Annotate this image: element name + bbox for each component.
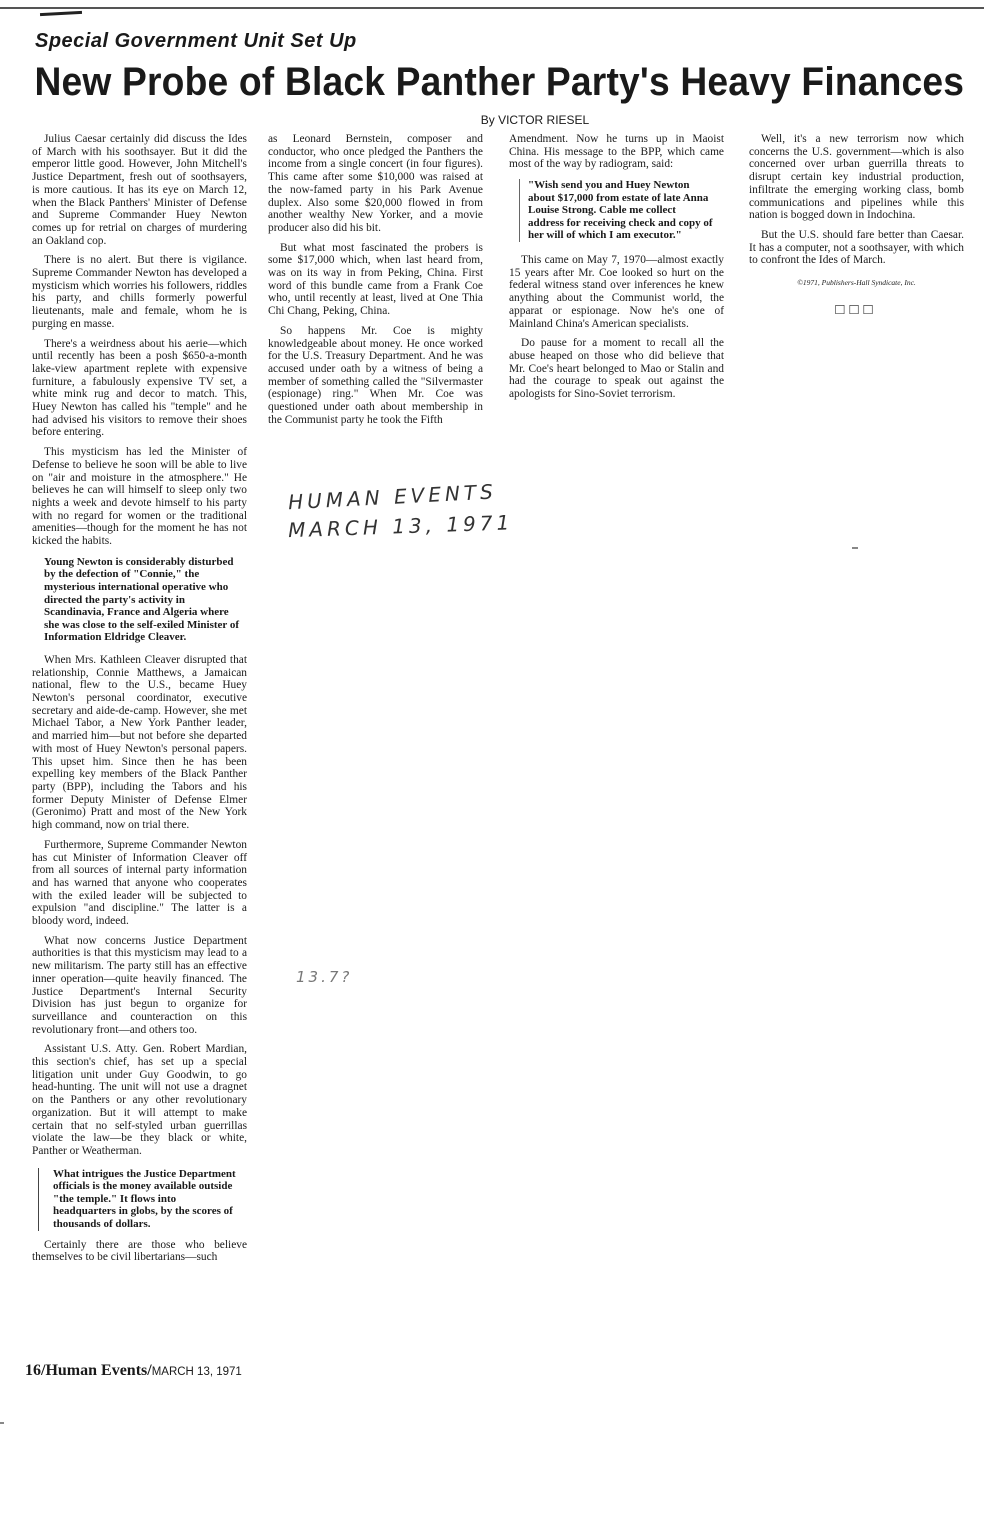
paragraph: Amendment. Now he turns up in Maoist China. His message to the BPP, which came most of the way by radiogram, said: [509, 133, 724, 171]
paragraph: This came on May 7, 1970—almost exactly 15 years after Mr. Coe looked so hurt on the federal witness stand over inferences he knew anything about the Communist world, the apparat or espionage. Now he's one of Mainland China's American specialists. [509, 254, 724, 330]
paragraph: as Leonard Bernstein, composer and conductor, who once pledged the Panthers the income from a single concert (in four figures). This came after some $10,000 was raised at the now-famed party in his Park Avenue duplex. Also some $20,000 flowed in from another wealthy New Yorker, and a movie producer also did his bit. [268, 133, 483, 234]
handwritten-date: MARCH 13, 1971 [287, 510, 514, 543]
paragraph: When Mrs. Kathleen Cleaver disrupted that relationship, Connie Matthews, a Jamaican national, flew to the U.S., became Huey Newton's personal coordinator, executive secretary and aide-de-camp. However, she met Michael Tabor, a New York Panther leader, and married him—but not before she departed with most of Huey Newton's personal papers. This upset him. Since then he has been expelling key members of the Black Panther party (BPP), including the Tabors and his former Deputy Minister of Defense Elmer (Geronimo) Pratt and most of the New York high command, now on trial there. [32, 653, 247, 832]
top-rule [0, 7, 984, 9]
scan-speck [852, 547, 858, 549]
byline: By VICTOR RIESEL [480, 113, 590, 127]
paragraph: So happens Mr. Coe is mighty knowledgeable about money. He once worked for the U.S. Treasury Department. And he was accused under oath by a witness of being a member of something called the "Silvermaster (espionage) ring." When Mr. Coe was questioned under oath about membership in the Communist party he took the Fifth [268, 324, 483, 426]
scan-speck [0, 1422, 4, 1424]
paragraph: But the U.S. should fare better than Caesar. It has a computer, not a soothsayer, with which to confront the Ides of March. [749, 228, 964, 267]
article-column-1 [32, 133, 247, 1271]
article-column-4 [749, 133, 964, 316]
pull-quote: Young Newton is considerably disturbed by the defection of "Connie," the mysterious international operative who directed the party's activity in Scandinavia, France and Algeria where she was close to the self-exiled Minister of Information Eldridge Cleaver. [44, 555, 240, 644]
kicker: Special Government Unit Set Up [35, 30, 357, 52]
handwritten-source: HUMAN EVENTS [287, 479, 498, 515]
page-footer [25, 1362, 345, 1380]
footer-publication: 16/Human Events/ [25, 1362, 152, 1379]
footer-date: MARCH 13, 1971 [151, 1366, 242, 1378]
paragraph: What now concerns Justice Department authorities is that this mysticism may lead to a new militarism. The party still has an effective inner operation—quite heavily financed. The Justice Department's Internal Security Division has just begun to organize for surveillance and counteraction on this revolutionary front—and others too. [32, 934, 247, 1036]
paragraph: Julius Caesar certainly did discuss the Ides of March with his soothsayer. But it did the emperor little good. However, John Mitchell's Justice Department, fresh out of soothsayers, is more cautious. It has its eye on March 12, when the Black Panthers' Minister of Defense and Supreme Commander Huey Newton comes up for retrial on charges of murdering an Oakland cop. [32, 133, 247, 247]
paragraph: This mysticism has led the Minister of Defense to believe he soon will be able to live on "air and moisture in the atmosphere." He believes he can will himself to sleep only two nights a week and devote himself to his party with no regard for women or the traditional amenities—though for the moment he has not kicked the habits. [32, 446, 247, 548]
paragraph: Certainly there are those who believe themselves to be civil libertarians—such [32, 1238, 247, 1264]
radiogram-quote: "Wish send you and Huey Newton about $17,000 from estate of late Anna Louise Strong. Cable me collect address for receiving check and copy of her will of which I am executor." [519, 179, 720, 242]
headline: New Probe of Black Panther Party's Heavy Finances [34, 60, 965, 104]
pen-mark [40, 11, 82, 16]
paragraph: Do pause for a moment to recall all the abuse heaped on those who did believe that Mr. Coe's heart belonged to Mao or Stalin and had the courage to speak out against the apologists for Sino-Soviet terrorism. [509, 337, 724, 401]
paragraph: Furthermore, Supreme Commander Newton has cut Minister of Information Cleaver off from all sources of internal party information and has warned that anyone who cooperates with the exiled leader will be subjected to expulsion "and discipline." The latter is a bloody word, indeed. [32, 838, 247, 928]
handwritten-stamp: 13.7? [296, 968, 353, 986]
copyright-notice: ©1971, Publishers-Hall Syndicate, Inc. [797, 278, 916, 288]
pull-quote-2: What intrigues the Justice Department officials is the money available outside "the temple." It flows into headquarters in globs, by the scores of thousands of dollars. [38, 1168, 247, 1231]
paragraph: Well, it's a new terrorism now which concerns the U.S. government—which is also concerned over urban guerrilla threats to disrupt certain key industrial production, infiltrate the emerging working class, bomb communications and pipelines while this nation is bogged down in Indochina. [749, 133, 964, 222]
end-marks: □□□ [835, 301, 878, 318]
paragraph: Assistant U.S. Atty. Gen. Robert Mardian, this section's chief, has set up a special litigation unit under Guy Goodwin, to go head-hunting. The unit will not use a dragnet on the Panthers or any other revolutionary organization. But it will attempt to make certain that no self-styled urban guerrillas violate the law—be they black or white, Panther or Weatherman. [32, 1043, 247, 1157]
article-column-3 [509, 133, 724, 408]
paragraph: But what most fascinated the probers is some $17,000 which, when last heard from, was on its way in from Peking, China. First word of this bundle came from a Frank Coe who, until recently at least, lived at One Thia Chi Chang, Peking, China. [268, 241, 483, 318]
article-column-2 [268, 133, 483, 433]
paragraph: There's a weirdness about his aerie—which until recently has been a posh $650-a-month lake-view apartment replete with expensive furniture, a fabulously expensive TV set, a white mink rug and decor to match. This, Huey Newton has called his "temple" and he had advised his visitors to remove their shoes before entering. [32, 337, 247, 439]
paragraph: There is no alert. But there is vigilance. Supreme Commander Newton has developed a mysticism which worries his followers, riddles his party, and chills formerly powerful lieutenants, male and female, whom he is purging en masse. [32, 254, 247, 330]
